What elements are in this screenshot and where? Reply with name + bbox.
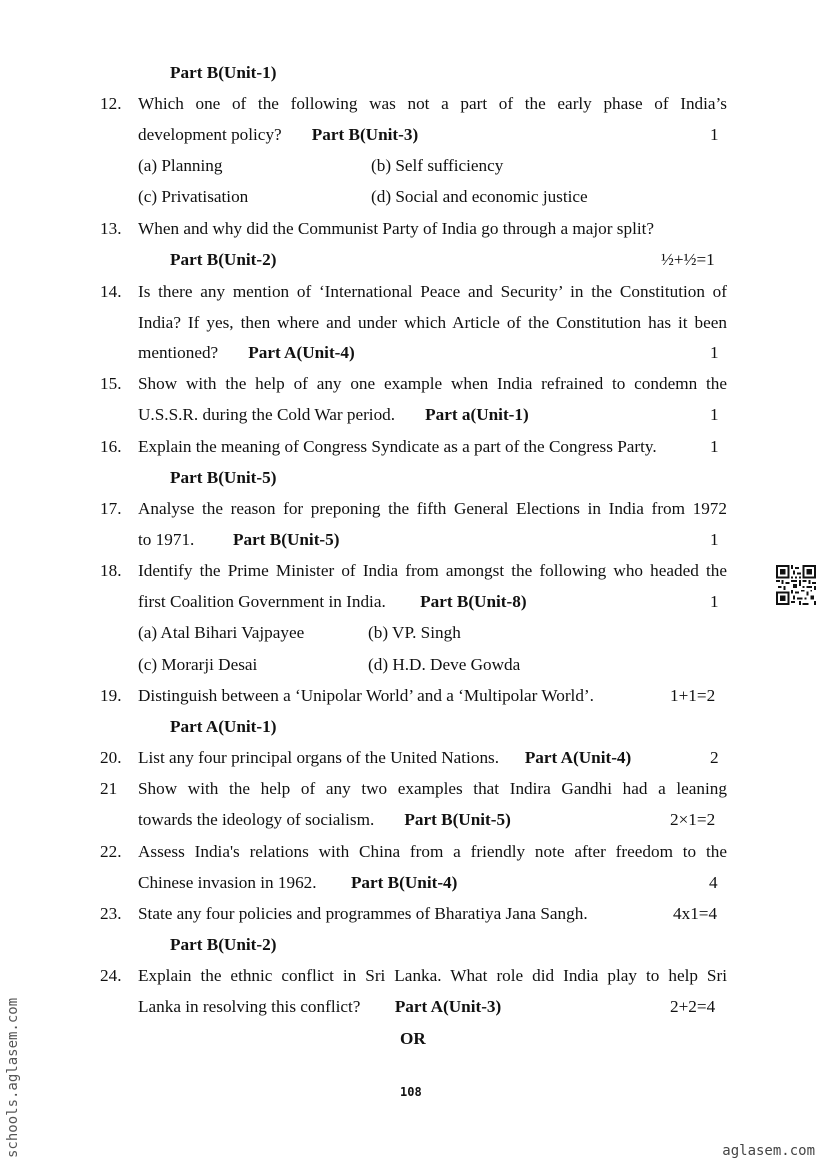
question-text-line: U.S.S.R. during the Cold War period. <box>138 405 396 424</box>
question-number: 21 <box>100 779 118 798</box>
qr-code-icon[interactable] <box>776 565 816 605</box>
marks: 2+2=4 <box>670 997 716 1016</box>
question-number: 19. <box>100 686 122 705</box>
question-number: 22. <box>100 842 122 861</box>
marks: 1 <box>710 437 719 456</box>
question-text-line: mentioned? <box>138 343 219 362</box>
question-text-line: Is there any mention of ‘International Peace and Security’ in the Constitution of <box>138 282 727 301</box>
marks: 4 <box>709 873 718 892</box>
question-text-line: first Coalition Government in India. <box>138 592 386 611</box>
marks: 1 <box>710 405 719 424</box>
unit-label: Part A(Unit-3) <box>394 997 502 1016</box>
question-text-line: State any four policies and programmes of Bharatiya Jana Sangh. <box>138 904 588 923</box>
unit-label: Part B(Unit-2) <box>170 250 277 269</box>
question-text-line: List any four principal organs of the United Nations. <box>138 748 500 767</box>
marks: 1+1=2 <box>670 686 716 705</box>
question-text-line: Identify the Prime Minister of India from amongst the following who headed the <box>138 561 727 580</box>
question-11-unit-label: Part B(Unit-1) <box>170 63 277 82</box>
unit-label: Part A(Unit-4) <box>248 343 355 362</box>
question-number: 14. <box>100 282 122 301</box>
question-text-line: Lanka in resolving this conflict? <box>138 997 361 1016</box>
unit-label: Part B(Unit-2) <box>170 935 277 954</box>
unit-label: Part A(Unit-1) <box>170 717 277 736</box>
question-text-line: India? If yes, then where and under which Article of the Constitution has it been <box>138 313 727 332</box>
question-text-line: Assess India's relations with China from a friendly note after freedom to the <box>138 842 727 861</box>
bottom-watermark: aglasem.com <box>722 1143 815 1159</box>
question-text-line: to 1971. <box>138 530 195 549</box>
unit-label: Part A(Unit-4) <box>524 748 632 767</box>
question-number: 13. <box>100 219 122 238</box>
option-a: (a) Planning <box>138 156 223 175</box>
option-d: (d) Social and economic justice <box>371 187 588 206</box>
marks: 2×1=2 <box>670 810 716 829</box>
option-c: (c) Privatisation <box>138 187 249 206</box>
question-text-line: When and why did the Communist Party of India go through a major split? <box>138 219 655 238</box>
unit-label: Part B(Unit-3) <box>311 125 419 144</box>
option-c: (c) Morarji Desai <box>138 655 258 674</box>
question-number: 24. <box>100 966 122 985</box>
unit-label: Part B(Unit-4) <box>350 873 458 892</box>
question-text-line: Show with the help of any two examples that Indira Gandhi had a leaning <box>138 779 727 798</box>
question-number: 15. <box>100 374 122 393</box>
question-number: 23. <box>100 904 122 923</box>
question-number: 18. <box>100 561 122 580</box>
question-text-line: Which one of the following was not a part of the early phase of India’s <box>138 94 727 113</box>
side-watermark: schools.aglasem.com <box>5 997 21 1158</box>
unit-label: Part B(Unit-5) <box>233 530 340 549</box>
question-number: 17. <box>100 499 122 518</box>
unit-label: Part B(Unit-5) <box>404 810 511 829</box>
marks: ½+½=1 <box>661 250 715 269</box>
option-d: (d) H.D. Deve Gowda <box>368 655 521 674</box>
marks: 4x1=4 <box>673 904 718 923</box>
unit-label: Part B(Unit-5) <box>170 468 277 487</box>
question-text-line: towards the ideology of socialism. <box>138 810 375 829</box>
question-number: 16. <box>100 437 122 456</box>
option-a: (a) Atal Bihari Vajpayee <box>138 623 305 642</box>
marks: 1 <box>710 530 719 549</box>
or-divider: OR <box>400 1029 426 1048</box>
question-text-line: development policy? <box>138 125 282 144</box>
question-text-line: Analyse the reason for preponing the fifth General Elections in India from 1972 <box>138 499 727 518</box>
question-number: 12. <box>100 94 122 113</box>
question-text-line: Explain the meaning of Congress Syndicate as a part of the Congress Party. <box>138 437 657 456</box>
question-text-line: Show with the help of any one example when India refrained to condemn the <box>138 374 727 393</box>
marks: 1 <box>710 125 719 144</box>
option-b: (b) VP. Singh <box>368 623 461 642</box>
question-text-line: Explain the ethnic conflict in Sri Lanka. What role did India play to help Sri <box>138 966 727 985</box>
unit-label: Part a(Unit-1) <box>425 405 529 424</box>
question-number: 20. <box>100 748 122 767</box>
marks: 2 <box>710 748 719 767</box>
question-text-line: Distinguish between a ‘Unipolar World’ and a ‘Multipolar World’. <box>138 686 594 705</box>
question-text-line: Chinese invasion in 1962. <box>138 873 317 892</box>
page-number: 108 <box>400 1085 422 1099</box>
unit-label: Part B(Unit-8) <box>420 592 527 611</box>
marks: 1 <box>710 592 719 611</box>
option-b: (b) Self sufficiency <box>371 156 504 175</box>
marks: 1 <box>710 343 719 362</box>
